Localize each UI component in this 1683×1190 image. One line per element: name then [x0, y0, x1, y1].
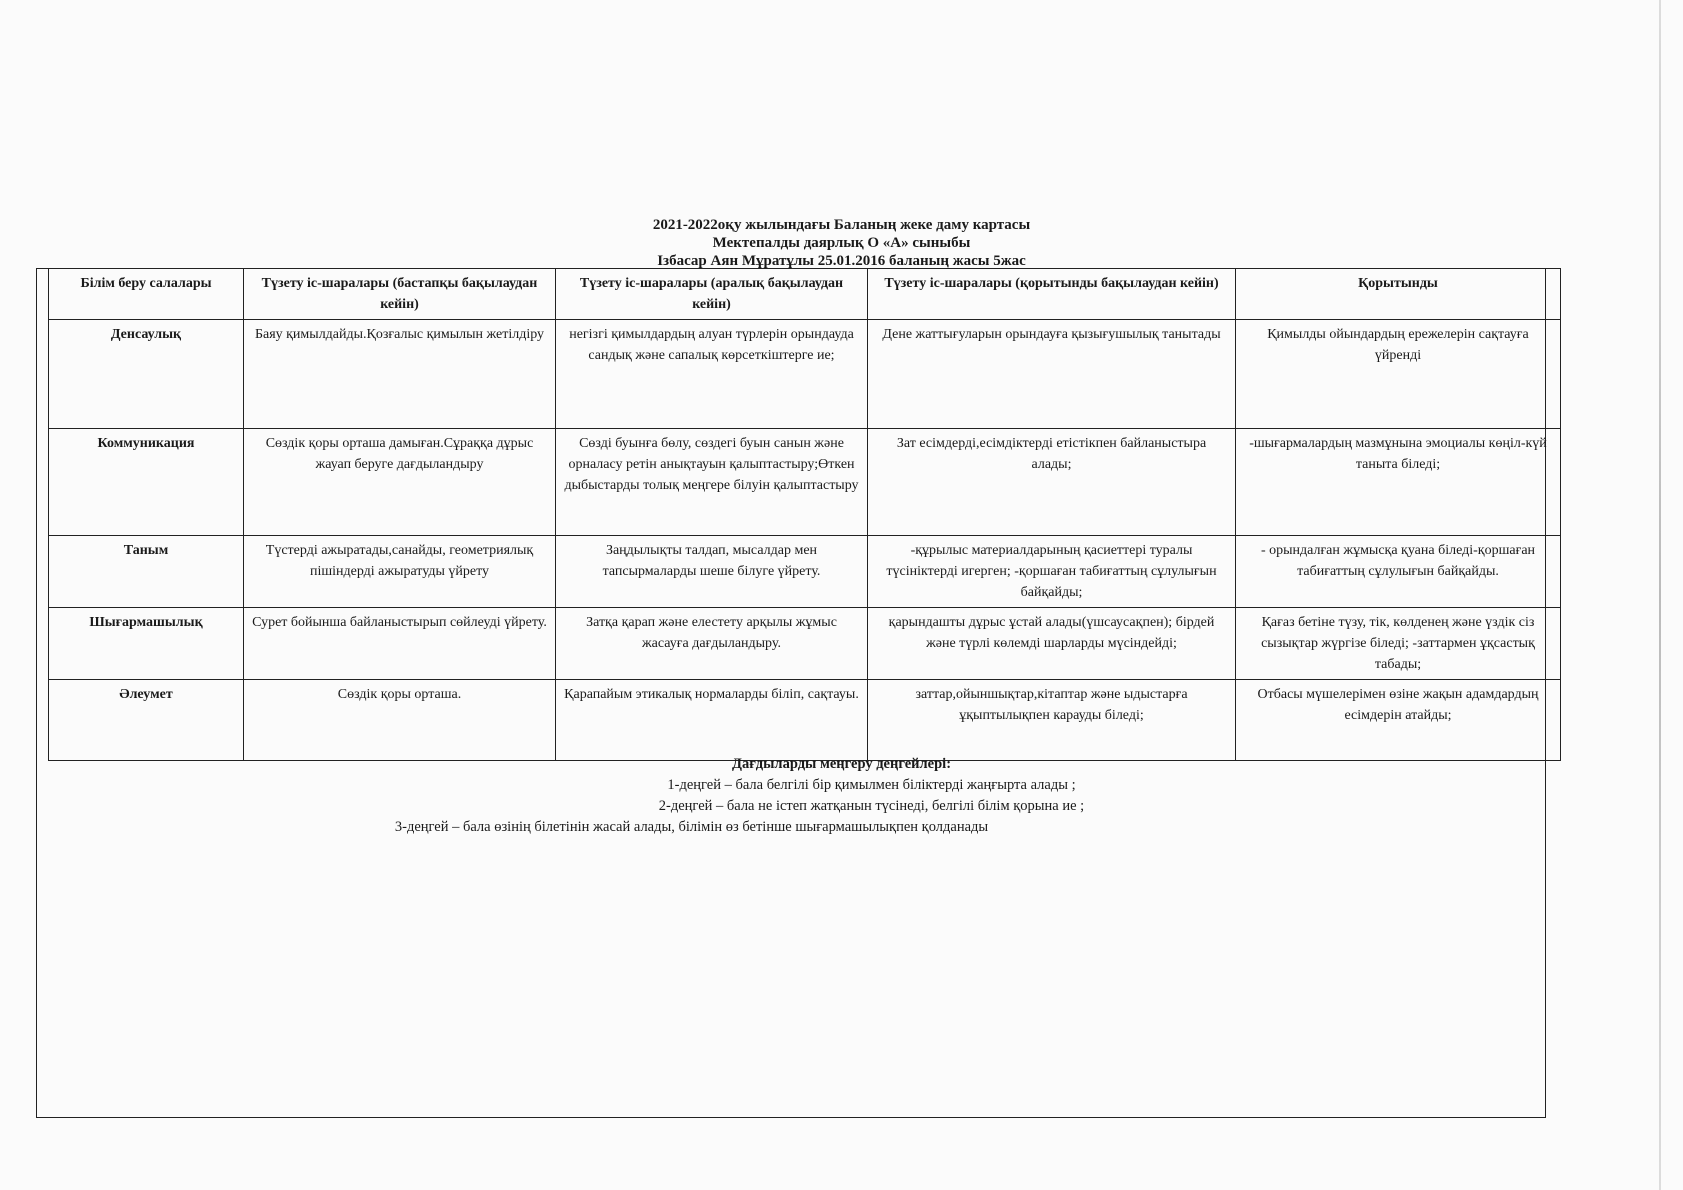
interim-cell: Затқа қарап және елестету арқылы жұмыс жасауға дағдыландыру. [556, 608, 868, 680]
level-1: 1-деңгей – бала белгілі бір қимылмен біліктерді жаңғырта алады ; [667, 777, 1076, 793]
table-row [49, 608, 1561, 680]
result-cell: - орындалған жұмысқа қуана біледі-қоршаған табиғаттың сұлулығын байқайды. [1236, 536, 1561, 608]
interim-cell: Заңдылықты талдап, мысалдар мен тапсырмаларды шеше білуге үйрету. [556, 536, 868, 608]
area-cell: Денсаулық [49, 320, 244, 429]
interim-cell: Қарапайым этикалық нормаларды біліп, сақтауы. [556, 680, 868, 761]
interim-cell: негізгі қимылдардың алуан түрлерін орындауда сандық және сапалық көрсеткіштерге ие; [556, 320, 868, 429]
header-title: 2021-2022оқу жылындағы Баланың жеке даму картасы [652, 217, 1031, 233]
final-cell: заттар,ойыншықтар,кітаптар және ыдыстарға ұқыптылықпен карауды біледі; [868, 680, 1236, 761]
column-header: Білім беру салалары [49, 269, 244, 320]
table-row [49, 536, 1561, 608]
level-2: 2-деңгей – бала не істеп жатқанын түсінеді, белгілі білім қорына ие ; [658, 798, 1085, 814]
result-cell: Отбасы мүшелерімен өзіне жақын адамдардың есімдерін атайды; [1236, 680, 1561, 761]
levels-title: Дағдыларды меңгеру деңгейлері: [731, 756, 952, 772]
final-cell: -құрылыс материалдарының қасиеттері туралы түсініктерді игерген; -қоршаған табиғаттың сұлулығын байқайды; [868, 536, 1236, 608]
header-student: Ізбасар Аян Мұратұлы 25.01.2016 баланың жасы 5жас [657, 253, 1026, 269]
initial-cell: Сурет бойынша байланыстырып сөйлеуді үйрету. [244, 608, 556, 680]
scan-edge [1659, 0, 1661, 1190]
column-header: Түзету іс-шаралары (бастапқы бақылаудан кейін) [244, 269, 556, 320]
header-class: Мектепалды даярлық О «А» сыныбы [712, 235, 971, 251]
initial-cell: Түстерді ажыратады,санайды, геометриялық пішіндерді ажыратуды үйрету [244, 536, 556, 608]
initial-cell: Сөздік қоры орташа дамыған.Сұраққа дұрыс жауап беруге дағдыландыру [244, 429, 556, 536]
initial-cell: Сөздік қоры орташа. [244, 680, 556, 761]
result-cell: -шығармалардың мазмұнына эмоциалы көңіл-күй таныта біледі; [1236, 429, 1561, 536]
document-header [0, 216, 1683, 270]
final-cell: Зат есімдерді,есімдіктерді етістікпен байланыстыра алады; [868, 429, 1236, 536]
result-cell: Қағаз бетіне түзу, тік, көлденең және үздік сіз сызықтар жүргізе біледі; -заттармен ұқсастық табады; [1236, 608, 1561, 680]
level-3: 3-деңгей – бала өзінің білетінін жасай алады, білімін өз бетінше шығармашылықпен қолданады [394, 819, 989, 835]
area-cell: Әлеумет [49, 680, 244, 761]
column-header: Түзету іс-шаралары (қорытынды бақылаудан кейін) [868, 269, 1236, 320]
column-header: Қорытынды [1236, 269, 1561, 320]
area-cell: Коммуникация [49, 429, 244, 536]
final-cell: Дене жаттығуларын орындауға қызығушылық танытады [868, 320, 1236, 429]
area-cell: Шығармашылық [49, 608, 244, 680]
result-cell: Қимылды ойындардың ережелерін сақтауға үйренді [1236, 320, 1561, 429]
final-cell: қарындашты дұрыс ұстай алады(үшсаусақпен); бірдей және түрлі көлемді шарларды мүсіндейді; [868, 608, 1236, 680]
table-row [49, 429, 1561, 536]
table-header-row [49, 269, 1561, 320]
interim-cell: Сөзді буынға бөлу, сөздегі буын санын және орналасу ретін анықтауын қалыптастыру;Өткен дыбыстарды толық меңгере білуін қалыптастыру [556, 429, 868, 536]
column-header: Түзету іс-шаралары (аралық бақылаудан кейін) [556, 269, 868, 320]
table-row [49, 680, 1561, 761]
area-cell: Таным [49, 536, 244, 608]
initial-cell: Баяу қимылдайды.Қозғалыс қимылын жетілдіру [244, 320, 556, 429]
table-row [49, 320, 1561, 429]
skill-levels [0, 754, 1683, 838]
development-card-table [48, 268, 1561, 761]
